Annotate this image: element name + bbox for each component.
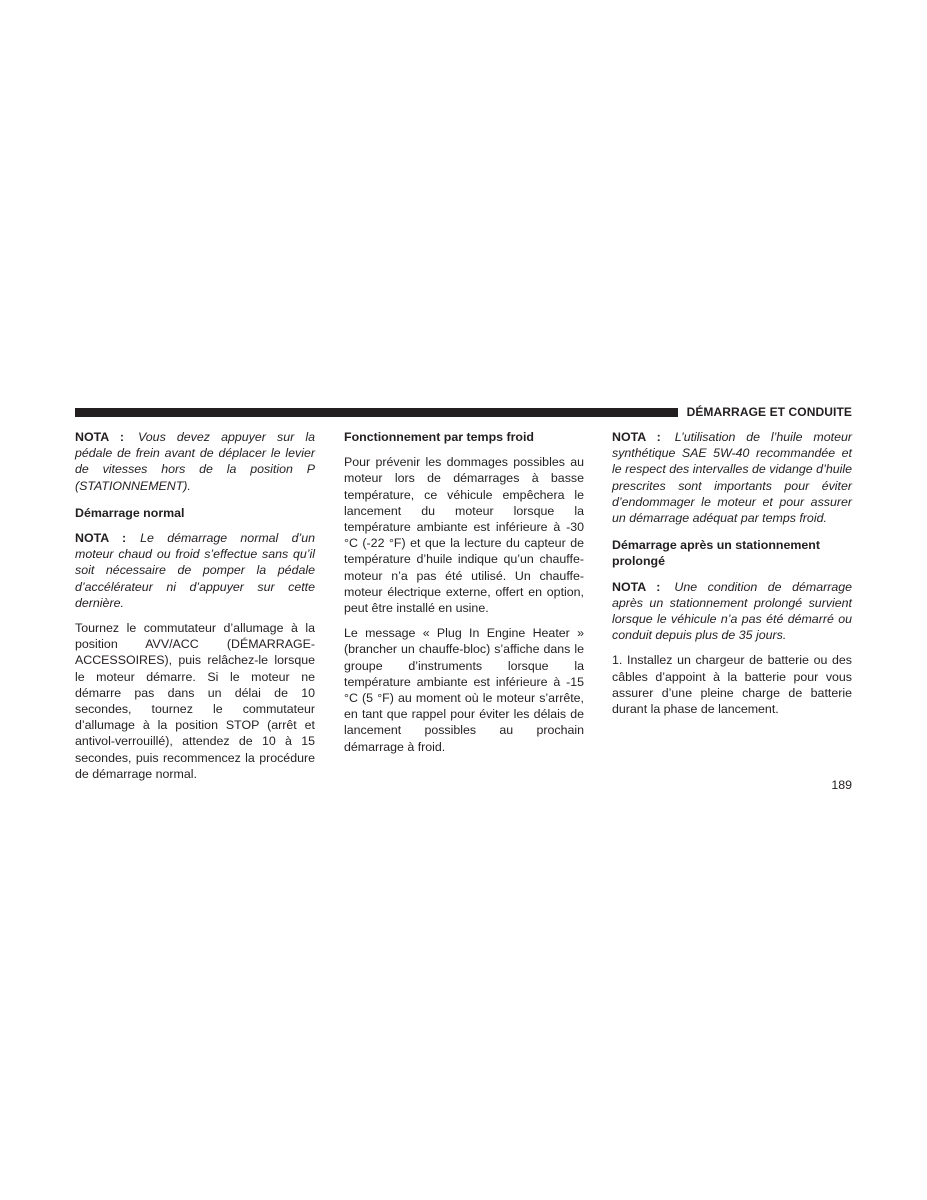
note-label: NOTA : <box>75 430 124 444</box>
heading-extended-park-start: Démarrage après un stationnement prolongé <box>612 538 820 569</box>
section-title: DÉMARRAGE ET CONDUITE <box>686 405 852 419</box>
note-text: L’utilisation de l’huile moteur synthétique SAE 5W-40 recommandée et le respect des intervalles de vidange d’huile prescrites sont importants pour éviter d’endommager le moteur et pour assurer un démarrage adéquat par temps froid. <box>612 430 852 526</box>
paragraph-battery-charger: 1. Installez un chargeur de batterie ou des câbles d’appoint à la batterie pour vous assurer d’une pleine charge de batterie durant la phase de lancement. <box>612 653 852 717</box>
paragraph-cold-weather: Pour prévenir les dommages possibles au moteur lors de démarrages à basse température, ce véhicule empêchera le lancement du moteur lorsque la température ambiante est inférieure à -30 °C (-22 °F) et que la lecture du capteur de température d’huile indique qu’un chauffe-moteur n’a pas été utilisé. Un chauffe-moteur électrique externe, offert en option, peut être installé en usine. <box>344 455 584 616</box>
note-label: NOTA : <box>75 531 127 546</box>
note-extended-park <box>612 579 852 644</box>
paragraph-engine-heater-message: Le message « Plug In Engine Heater » (brancher un chauffe-bloc) s’affiche dans le groupe d’instruments lorsque la température ambiante est inférieure à -15 °C (5 °F) au moment où le moteur s’arrête, en tant que rappel pour éviter les délais de lancement possibles au prochain démarrage à froid. <box>344 626 584 754</box>
column-1 <box>75 429 315 791</box>
heading-cold-weather: Fonctionnement par temps froid <box>344 430 534 444</box>
section-header-bar <box>75 408 678 417</box>
heading-normal-start: Démarrage normal <box>75 505 185 520</box>
note-text: Le démarrage normal d’un moteur chaud ou froid s’effectue sans qu’il soit nécessaire de pomper la pédale d’accélérateur ni d’appuyer sur cette dernière. <box>75 531 315 610</box>
note-brake-pedal <box>75 429 315 494</box>
column-3 <box>612 429 852 726</box>
note-normal-start <box>75 530 315 611</box>
note-label: NOTA : <box>612 430 661 444</box>
page-number: 189 <box>831 778 852 792</box>
paragraph-ignition-procedure: Tournez le commutateur d’allumage à la position AVV/ACC (DÉMARRAGE-ACCESSOIRES), puis relâchez-le lorsque le moteur démarre. Si le moteur ne démarre pas dans un délai de 10 secondes, tournez le commutateur d’allumage à la position STOP (arrêt et antivol-verrouillé), attendez de 10 à 15 secondes, puis recommencez la procédure de démarrage normal. <box>75 621 315 781</box>
note-text: Vous devez appuyer sur la pédale de frein avant de déplacer le levier de vitesses hors de la position P (STATIONNEMENT). <box>75 430 315 493</box>
note-synthetic-oil <box>612 429 852 526</box>
column-2 <box>344 429 584 764</box>
note-label: NOTA : <box>612 579 661 594</box>
note-text: Une condition de démarrage après un stationnement prolongé survient lorsque le véhicule n’a pas été démarré ou conduit depuis plus de 35 jours. <box>612 579 853 643</box>
